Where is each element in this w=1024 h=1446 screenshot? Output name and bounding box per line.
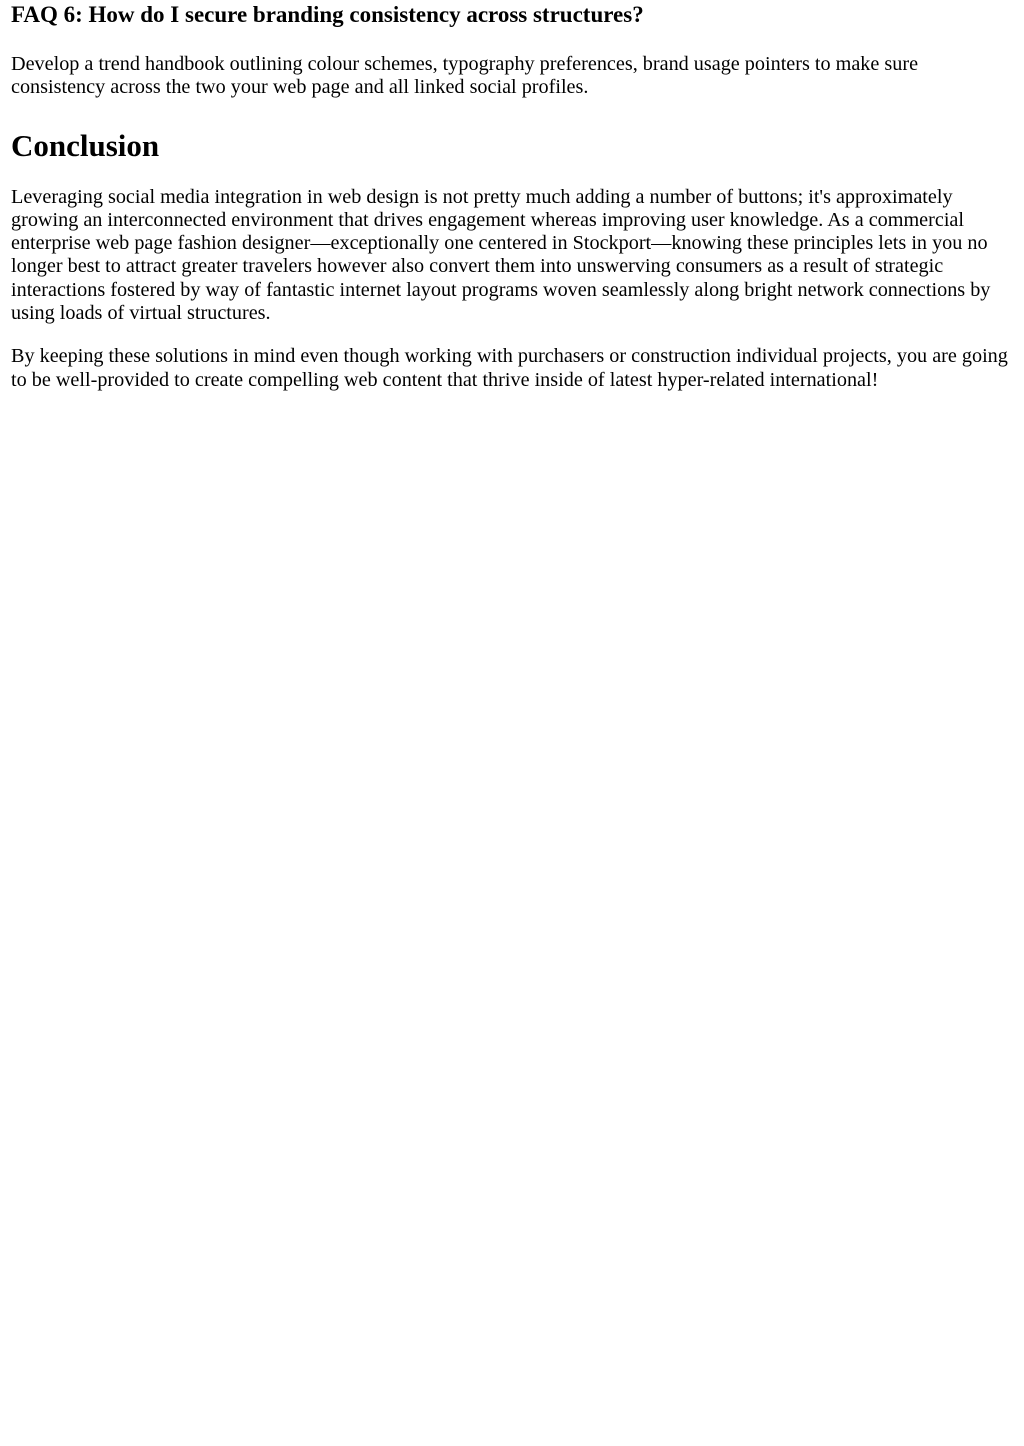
article-content [0, 0, 1024, 392]
faq-6-answer: Develop a trend handbook outlining colour schemes, typography preferences, brand usage pointers to make sure consistency across the two your web page and all linked social profiles. [11, 53, 919, 99]
conclusion-heading: Conclusion [11, 127, 160, 163]
faq-6-heading: FAQ 6: How do I secure branding consistency across structures? [11, 2, 644, 27]
conclusion-paragraph-1: Leveraging social media integration in web design is not pretty much adding a number of buttons; it's approximately growing an interconnected environment that drives engagement whereas improving user knowledge. As a commercial enterprise web page fashion designer—exceptionally one centered in Stockport—knowing these principles lets in you no longer best to attract greater travelers however also convert them into unswerving consumers as a result of strategic interactions fostered by way of fantastic internet layout programs woven seamlessly along bright network connections by using loads of virtual structures. [11, 185, 991, 325]
conclusion-paragraph-2: By keeping these solutions in mind even though working with purchasers or construction individual projects, you are going to be well-provided to create compelling web content that thrive inside of latest hyper-related international! [11, 345, 1008, 391]
